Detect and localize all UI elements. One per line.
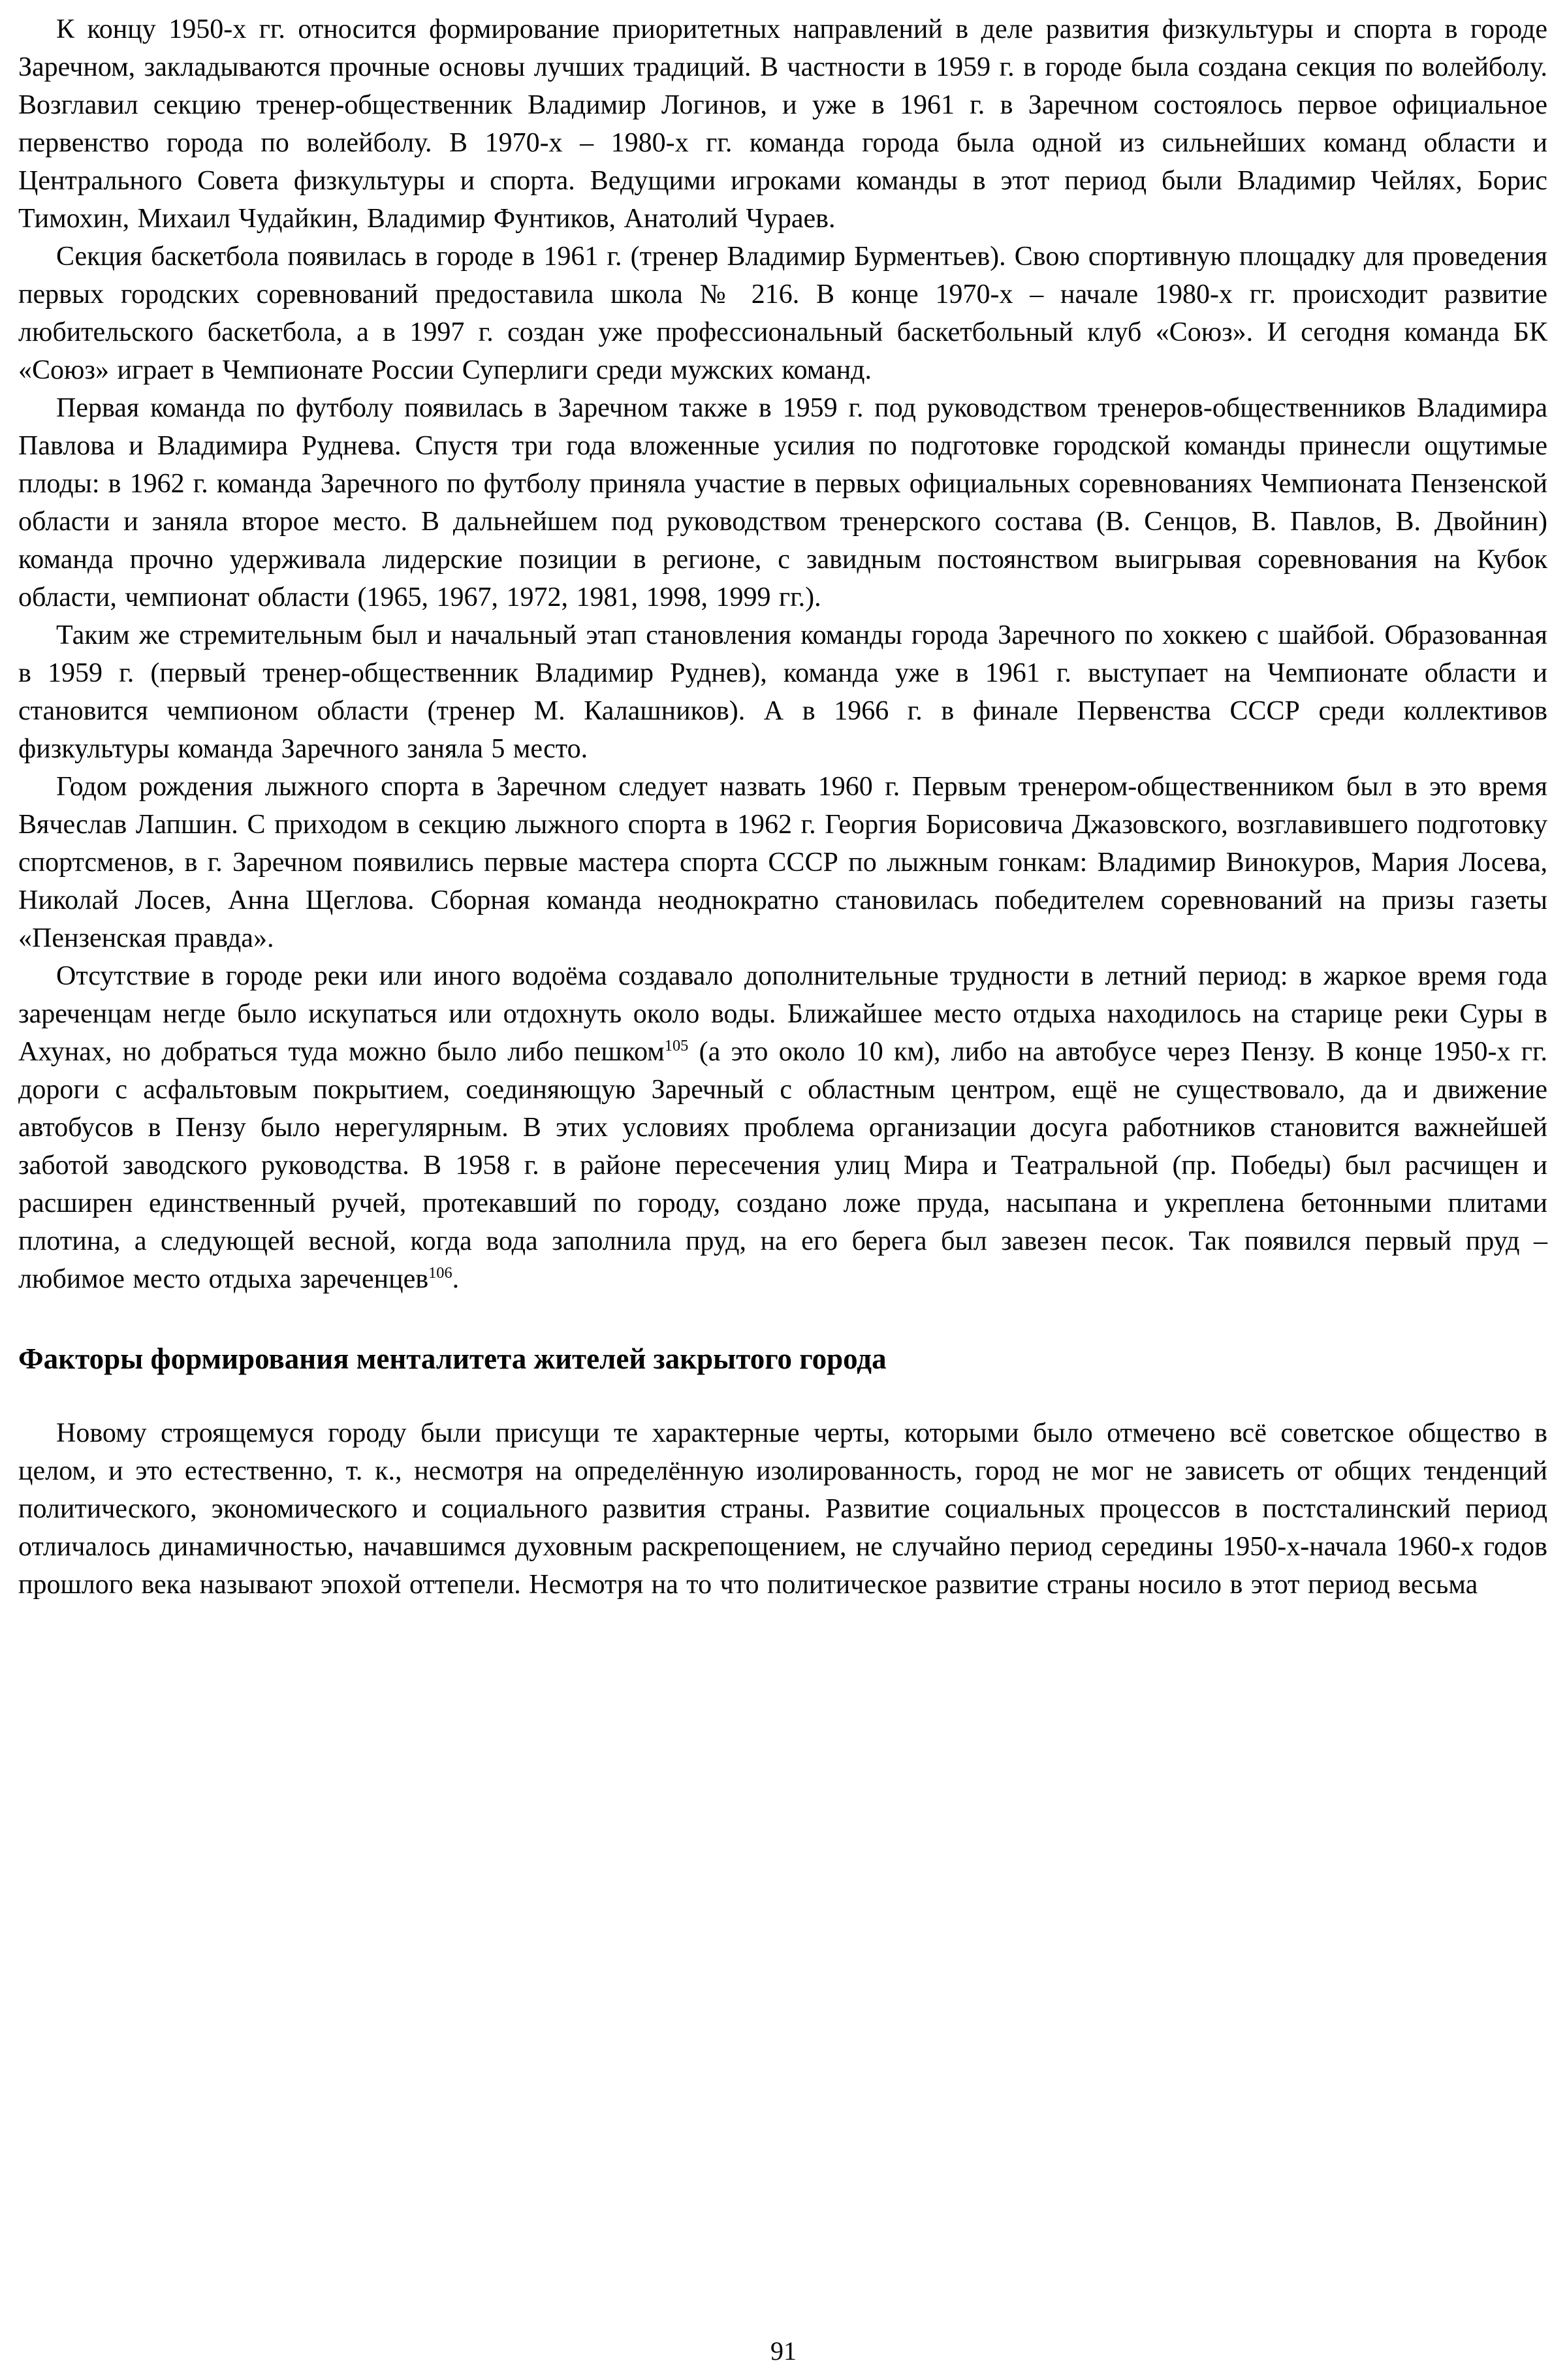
paragraph-volleyball: К концу 1950-х гг. относится формирование приоритетных направлений в деле развития физкультуры и спорта в городе Заречном, закладываются прочные основы лучших традиций. В частности в 1959 г. в городе была создана секция по волейболу. Возглавил секцию тренер-общественник Владимир Логинов, и уже в 1961 г. в Заречном состоялось первое официальное первенство города по волейболу. В 1970-х – 1980-х гг. команда города была одной из сильнейших команд области и Центрального Совета физкультуры и спорта. Ведущими игроками команды в этот период были Владимир Чейлях, Борис Тимохин, Михаил Чудайкин, Владимир Фунтиков, Анатолий Чураев. (18, 14, 1547, 234)
paragraph-mentality: Новому строящемуся городу были присущи те характерные черты, которыми было отмечено всё советское общество в целом, и это естественно, т. к., несмотря на определённую изолированность, город не мог не зависеть от общих тенденций политического, экономического и социального развития страны. Развитие социальных процессов в постсталинский период отличалось динамичностью, начавшимся духовным раскрепощением, не случайно период середины 1950-х-начала 1960-х годов прошлого века называют эпохой оттепели. Несмотря на то что политическое развитие страны носило в этот период весьма (18, 1418, 1547, 1600)
paragraph-pond (18, 957, 1547, 1298)
paragraph-basketball: Секция баскетбола появилась в городе в 1961 г. (тренер Владимир Бурментьев). Свою спортивную площадку для проведения первых городских соревнований предоставила школа № 216. В конце 1970-х – начале 1980-х гг. происходит развитие любительского баскетбола, а в 1997 г. создан уже профессиональный баскетбольный клуб «Союз». И сегодня команда БК «Союз» играет в Чемпионате России Суперлиги среди мужских команд. (18, 242, 1547, 385)
footnote-ref-106: 106 (428, 1264, 452, 1282)
paragraph-pond-text-2: (а это около 10 км), либо на автобусе через Пензу. В конце 1950-х гг. дороги с асфальтовым покрытием, соединяющую Заречный с областным центром, ещё не существовало, да и движение автобусов в Пензу было нерегулярным. В этих условиях проблема организации досуга работников становится важнейшей заботой заводского руководства. В 1958 г. в районе пересечения улиц Мира и Театральной (пр. Победы) был расчищен и расширен единственный ручей, протекавший по городу, создано ложе пруда, насыпана и укреплена бетонными плитами плотина, а следующей весной, когда вода заполнила пруд, на его берега был завезен песок. Так появился первый пруд – любимое место отдыха зареченцев (18, 1037, 1547, 1294)
paragraph-hockey: Таким же стремительным был и начальный этап становления команды города Заречного по хоккею с шайбой. Образованная в 1959 г. (первый тренер-общественник Владимир Руднев), команда уже в 1961 г. выступает на Чемпионате области и становится чемпионом области (тренер М. Калашников). А в 1966 г. в финале Первенства СССР среди коллективов физкультуры команда Заречного заняла 5 место. (18, 620, 1547, 764)
paragraph-football: Первая команда по футболу появилась в Заречном также в 1959 г. под руководством тренеров-общественников Владимира Павлова и Владимира Руднева. Спустя три года вложенные усилия по подготовке городской команды принесли ощутимые плоды: в 1962 г. команда Заречного по футболу приняла участие в первых официальных соревнованиях Чемпионата Пензенской области и заняла второе место. В дальнейшем под руководством тренерского состава (В. Сенцов, В. Павлов, В. Двойнин) команда прочно удерживала лидерские позиции в регионе, с завидным постоянством выигрывая соревнования на Кубок области, чемпионат области (1965, 1967, 1972, 1981, 1998, 1999 гг.). (18, 393, 1547, 612)
page-number: 91 (770, 2336, 797, 2366)
paragraph-pond-text-3: . (452, 1264, 460, 1294)
paragraph-skiing: Годом рождения лыжного спорта в Заречном следует назвать 1960 г. Первым тренером-общественником был в это время Вячеслав Лапшин. С приходом в секцию лыжного спорта в 1962 г. Георгия Борисовича Джазовского, возглавившего подготовку спортсменов, в г. Заречном появились первые мастера спорта СССР по лыжным гонкам: Владимир Винокуров, Мария Лосева, Николай Лосев, Анна Щеглова. Сборная команда неоднократно становилась победителем соревнований на призы газеты «Пензенская правда». (18, 772, 1547, 953)
paragraph-pond-text-1: Отсутствие в городе реки или иного водоёма создавало дополнительные трудности в летний период: в жаркое время года зареченцам негде было искупаться или отдохнуть около воды. Ближайшее место отдыха находилось на старице реки Суры в Ахунах, но добраться туда можно было либо пешком (18, 961, 1547, 1067)
footnote-ref-105: 105 (664, 1037, 689, 1055)
section-heading: Факторы формирования менталитета жителей закрытого города (18, 1342, 887, 1375)
